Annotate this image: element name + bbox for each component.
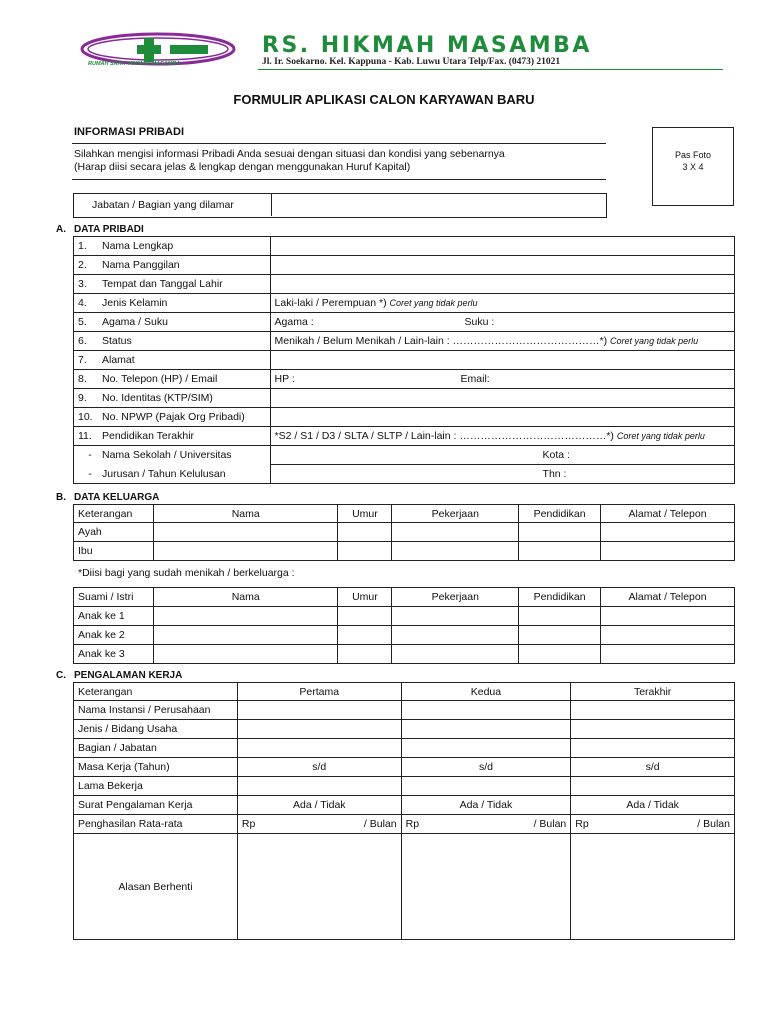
table-row <box>74 275 735 294</box>
major-value[interactable]: Thn : <box>270 465 734 484</box>
reason-cell[interactable] <box>237 834 401 940</box>
row-label: Bagian / Jabatan <box>74 739 238 758</box>
table-row <box>74 294 735 313</box>
table-cell[interactable] <box>237 739 401 758</box>
photo-size: 3 X 4 <box>682 162 704 172</box>
table-cell[interactable] <box>519 523 601 542</box>
info-rule-bottom <box>72 179 606 180</box>
table-cell[interactable] <box>401 739 571 758</box>
table-cell[interactable] <box>153 607 338 626</box>
table-cell[interactable] <box>237 720 401 739</box>
table-row <box>74 758 735 777</box>
reason-cell[interactable] <box>401 834 571 940</box>
table-cell[interactable] <box>392 523 519 542</box>
table-cell[interactable] <box>519 645 601 664</box>
row-value[interactable] <box>270 256 734 275</box>
table-cell[interactable] <box>601 523 735 542</box>
income-cell[interactable]: Rp / Bulan <box>571 815 735 834</box>
table-cell[interactable] <box>601 607 735 626</box>
table-row <box>74 427 735 446</box>
col-header: Alamat / Telepon <box>601 505 735 523</box>
row-label: 9. No. Identitas (KTP/SIM) <box>74 389 271 408</box>
table-row <box>74 370 735 389</box>
row-label: 2. Nama Panggilan <box>74 256 271 275</box>
section-b-title: DATA KELUARGA <box>74 492 160 503</box>
table-cell[interactable] <box>401 720 571 739</box>
table-row <box>74 607 735 626</box>
section-a-title: DATA PRIBADI <box>74 224 144 235</box>
table-header-row <box>74 683 735 701</box>
table-cell[interactable] <box>519 542 601 561</box>
info-line-2: (Harap diisi secara jelas & lengkap dengan menggunakan Huruf Kapital) <box>74 161 411 173</box>
col-header: Pendidikan <box>519 505 601 523</box>
table-cell[interactable] <box>338 523 392 542</box>
row-label: Surat Pengalaman Kerja <box>74 796 238 815</box>
table-cell[interactable] <box>153 542 338 561</box>
row-label: 3. Tempat dan Tanggal Lahir <box>74 275 271 294</box>
table-cell[interactable] <box>601 626 735 645</box>
table-cell[interactable] <box>153 626 338 645</box>
row-label: 1. Nama Lengkap <box>74 237 271 256</box>
table-row <box>74 720 735 739</box>
table-cell[interactable] <box>392 645 519 664</box>
row-value[interactable] <box>270 237 734 256</box>
row-label: Jenis / Bidang Usaha <box>74 720 238 739</box>
table-row <box>74 313 735 332</box>
row-label: 8. No. Telepon (HP) / Email <box>74 370 271 389</box>
table-row <box>74 701 735 720</box>
form-title: FORMULIR APLIKASI CALON KARYAWAN BARU <box>233 92 535 107</box>
table-row <box>74 523 735 542</box>
info-heading: INFORMASI PRIBADI <box>74 126 184 138</box>
col-header: Nama <box>153 588 338 607</box>
logo-text: RUMAH SAKIT HIKMAH MASAMBA <box>88 61 181 67</box>
period-cell[interactable]: s/d <box>571 758 735 777</box>
table-cell[interactable] <box>237 701 401 720</box>
row-label: Ayah <box>74 523 154 542</box>
school-value[interactable]: Kota : <box>270 446 734 465</box>
position-input[interactable] <box>273 194 603 216</box>
row-value[interactable] <box>270 408 734 427</box>
table-cell[interactable] <box>519 626 601 645</box>
table-row <box>74 626 735 645</box>
table-cell[interactable] <box>392 626 519 645</box>
status-value[interactable]: Menikah / Belum Menikah / Lain-lain : ……………………………………*) Coret yang tidak perlu <box>270 332 734 351</box>
row-label: Penghasilan Rata-rata <box>74 815 238 834</box>
period-cell[interactable]: s/d <box>237 758 401 777</box>
table-cell[interactable] <box>338 645 392 664</box>
col-header: Pendidikan <box>519 588 601 607</box>
table-header-row <box>74 588 735 607</box>
letter-cell[interactable]: Ada / Tidak <box>237 796 401 815</box>
info-line-1: Silahkan mengisi informasi Pribadi Anda sesuai dengan situasi dan kondisi yang sebenarnya <box>74 148 505 160</box>
religion-value[interactable]: Agama : Suku : <box>270 313 734 332</box>
row-value[interactable] <box>270 389 734 408</box>
row-label: 5. Agama / Suku <box>74 313 271 332</box>
table-row <box>74 777 735 796</box>
table-row <box>74 834 735 940</box>
col-header: Alamat / Telepon <box>601 588 735 607</box>
table-row <box>74 351 735 370</box>
family-parents-table <box>73 504 735 561</box>
col-header: Kedua <box>401 683 571 701</box>
header-rule <box>258 69 723 70</box>
row-label: 7. Alamat <box>74 351 271 370</box>
row-label: Lama Bekerja <box>74 777 238 796</box>
position-box <box>73 193 607 218</box>
row-label: Alasan Berhenti <box>74 834 238 940</box>
hospital-address: Jl. Ir. Soekarno. Kel. Kappuna - Kab. Luwu Utara Telp/Fax. (0473) 21021 <box>262 57 561 67</box>
col-header: Umur <box>338 588 392 607</box>
letter-cell[interactable]: Ada / Tidak <box>401 796 571 815</box>
education-value[interactable]: *S2 / S1 / D3 / SLTA / SLTP / Lain-lain : ……………………………………*) Coret yang tidak perlu <box>270 427 734 446</box>
family-spouse-table <box>73 587 735 664</box>
info-rule-top <box>72 143 606 144</box>
table-row <box>74 408 735 427</box>
col-header: Keterangan <box>74 505 154 523</box>
work-experience-table <box>73 682 735 940</box>
col-header: Pekerjaan <box>392 505 519 523</box>
phone-value[interactable]: HP : Email: <box>270 370 734 389</box>
col-header: Pekerjaan <box>392 588 519 607</box>
position-label: Jabatan / Bagian yang dilamar <box>92 199 234 211</box>
table-row <box>74 645 735 664</box>
photo-box[interactable] <box>652 127 734 206</box>
table-cell[interactable] <box>401 701 571 720</box>
table-cell[interactable] <box>338 542 392 561</box>
table-row <box>74 815 735 834</box>
table-cell[interactable] <box>571 720 735 739</box>
table-cell[interactable] <box>519 607 601 626</box>
col-header: Suami / Istri <box>74 588 154 607</box>
table-row <box>74 237 735 256</box>
position-divider <box>271 194 272 216</box>
table-cell[interactable] <box>153 645 338 664</box>
row-label: Masa Kerja (Tahun) <box>74 758 238 777</box>
table-header-row <box>74 505 735 523</box>
table-cell[interactable] <box>338 626 392 645</box>
table-cell[interactable] <box>601 645 735 664</box>
table-cell[interactable] <box>571 777 735 796</box>
letter-cell[interactable]: Ada / Tidak <box>571 796 735 815</box>
table-cell[interactable] <box>571 701 735 720</box>
table-row <box>74 389 735 408</box>
col-header: Terakhir <box>571 683 735 701</box>
row-label: - Jurusan / Tahun Kelulusan <box>74 465 271 484</box>
period-cell[interactable]: s/d <box>401 758 571 777</box>
row-value[interactable] <box>270 351 734 370</box>
reason-cell[interactable] <box>571 834 735 940</box>
row-label: Anak ke 3 <box>74 645 154 664</box>
section-c-letter: C. <box>56 670 66 681</box>
hospital-name: RS. HIKMAH MASAMBA <box>262 33 592 58</box>
table-cell[interactable] <box>237 777 401 796</box>
table-cell[interactable] <box>392 542 519 561</box>
table-cell[interactable] <box>401 777 571 796</box>
table-cell[interactable] <box>153 523 338 542</box>
row-label: - Nama Sekolah / Universitas <box>74 446 271 465</box>
row-label: 6. Status <box>74 332 271 351</box>
photo-label: Pas Foto <box>674 150 712 160</box>
table-row <box>74 446 735 465</box>
table-cell[interactable] <box>601 542 735 561</box>
table-cell[interactable] <box>392 607 519 626</box>
row-value[interactable] <box>270 275 734 294</box>
table-cell[interactable] <box>338 607 392 626</box>
section-a-letter: A. <box>56 224 66 235</box>
row-label: 10. No. NPWP (Pajak Org Pribadi) <box>74 408 271 427</box>
table-row <box>74 542 735 561</box>
table-row <box>74 256 735 275</box>
row-label: Anak ke 2 <box>74 626 154 645</box>
table-row <box>74 796 735 815</box>
income-cell[interactable]: Rp / Bulan <box>237 815 401 834</box>
row-label: Ibu <box>74 542 154 561</box>
row-label: 11. Pendidikan Terakhir <box>74 427 271 446</box>
section-c-title: PENGALAMAN KERJA <box>74 670 183 681</box>
income-cell[interactable]: Rp / Bulan <box>401 815 571 834</box>
col-header: Nama <box>153 505 338 523</box>
col-header: Keterangan <box>74 683 238 701</box>
row-label: 4. Jenis Kelamin <box>74 294 271 313</box>
col-header: Umur <box>338 505 392 523</box>
row-label: Anak ke 1 <box>74 607 154 626</box>
table-row <box>74 739 735 758</box>
family-note: *Diisi bagi yang sudah menikah / berkeluarga : <box>78 567 295 579</box>
table-row <box>74 332 735 351</box>
table-row <box>74 465 735 484</box>
personal-data-table <box>73 236 735 484</box>
section-b-letter: B. <box>56 492 66 503</box>
col-header: Pertama <box>237 683 401 701</box>
gender-value[interactable]: Laki-laki / Perempuan *) Coret yang tidak perlu <box>270 294 734 313</box>
row-label: Nama Instansi / Perusahaan <box>74 701 238 720</box>
table-cell[interactable] <box>571 739 735 758</box>
